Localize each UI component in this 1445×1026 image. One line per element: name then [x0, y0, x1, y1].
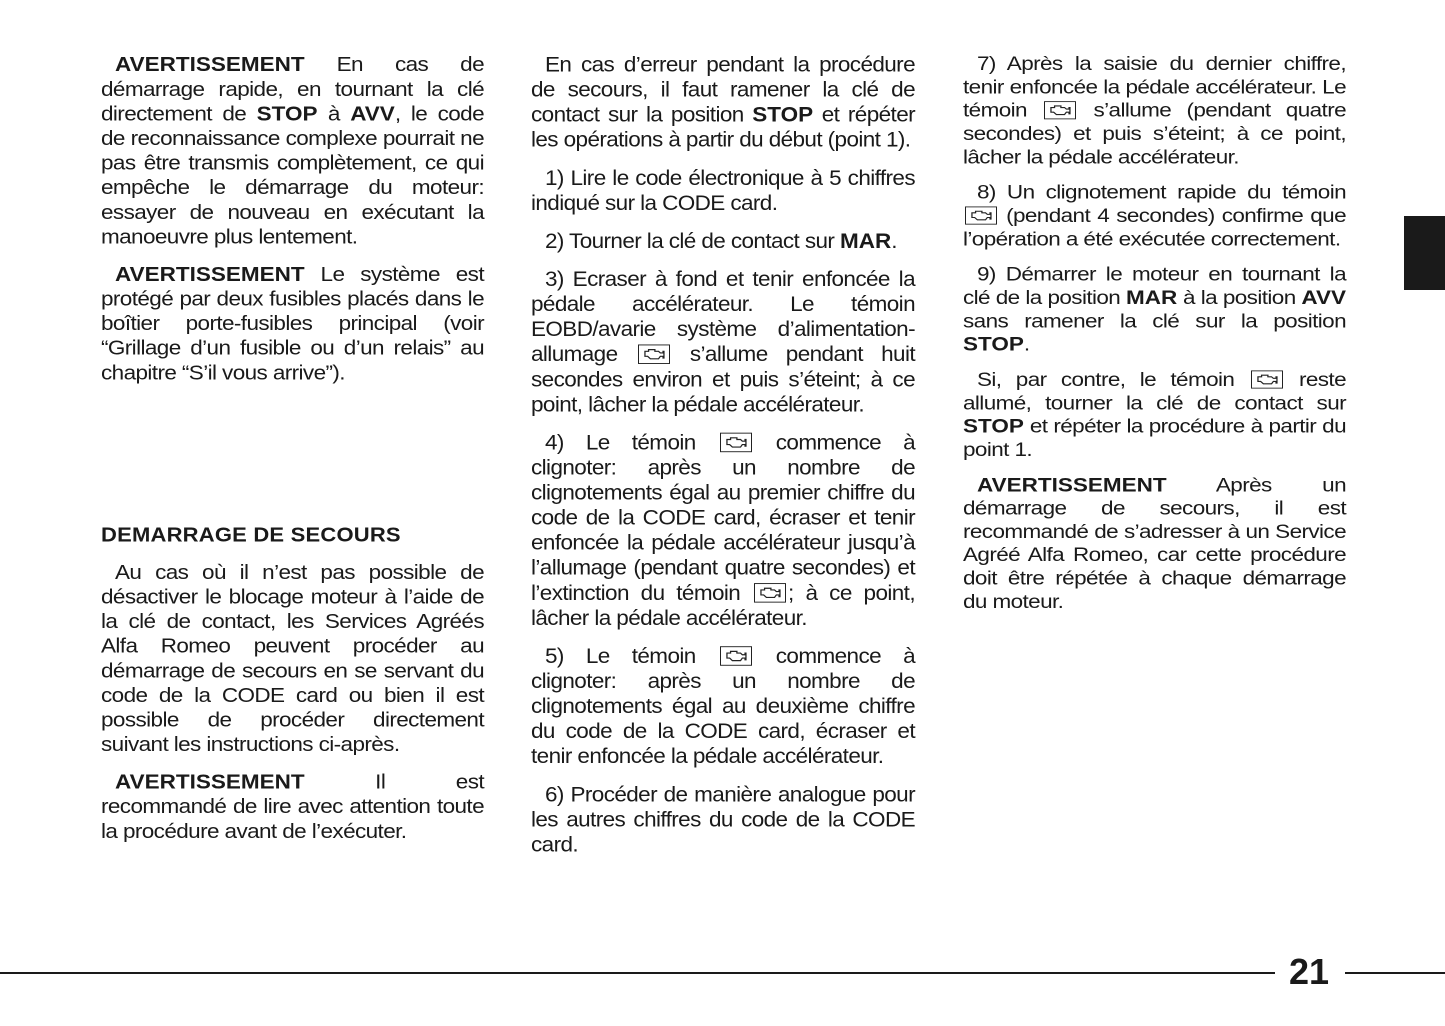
warning-fuses: AVERTISSEMENT Le système est protégé par deux fusibles placés dans le boîtier porte-fusibles principal (voir “Grillage d’un fusible ou d’un relais” au chapitre “S’il vous arrive”).: [101, 262, 484, 384]
engine-check-icon: [720, 646, 752, 665]
step-8: 8) Un clignotement rapide du témoin (pendant 4 secondes) confirme que l’opération a été exécutée correctement.: [963, 181, 1346, 250]
page-number: 21: [1288, 951, 1330, 992]
step-5: 5) Le témoin commence à clignoter: après un nombre de clignotements égal au deuxième chiffre du code de la CODE card, écraser et tenir enfoncée la pédale accélérateur.: [531, 644, 915, 768]
paragraph-intro: Au cas où il n’est pas possible de désactiver le blocage moteur à l’aide de la clé de contact, les Services Agréés Alfa Romeo peuvent procéder au démarrage de secours en se servant du code de la CODE card ou bien il est possible de procéder directement suivant les instructions ci-après.: [101, 560, 484, 756]
step-4: 4) Le témoin commence à clignoter: après un nombre de clignotements égal au premier chiffre du code de la CODE card, écraser et tenir enfoncée la pédale accélérateur jusqu’à l’allumage (pendant quatre secondes) et l’extinction du témoin ; à ce point, lâcher la pédale accélérateur.: [531, 430, 915, 630]
warning-label: AVERTISSEMENT: [115, 262, 305, 286]
engine-check-icon: [1044, 101, 1076, 119]
engine-check-icon: [965, 206, 997, 224]
step-3: 3) Ecraser à fond et tenir enfoncée la pédale accélérateur. Le témoin EOBD/avarie système d’alimentation-allumage s’allume pendant huit secondes environ et puis s’éteint; à ce point, lâcher la pédale accélérateur.: [531, 267, 915, 416]
section-heading: DEMARRAGE DE SECOURS: [101, 523, 401, 547]
engine-check-icon: [754, 583, 786, 602]
engine-check-icon: [638, 344, 670, 363]
warning-label: AVERTISSEMENT: [115, 52, 305, 76]
warning-read-procedure: AVERTISSEMENT Il est recommandé de lire avec attention toute la procédure avant de l’exécuter.: [101, 770, 484, 843]
warning-label: AVERTISSEMENT: [977, 474, 1167, 496]
column-left: [101, 52, 484, 856]
chapter-tab: [1404, 216, 1445, 290]
warning-label: AVERTISSEMENT: [115, 770, 305, 794]
step-1: 1) Lire le code électronique à 5 chiffres indiqué sur la CODE card.: [531, 166, 915, 215]
step-6: 6) Procéder de manière analogue pour les autres chiffres du code de la CODE card.: [531, 782, 915, 857]
warning-service: AVERTISSEMENT Après un démarrage de secours, il est recommandé de s’adresser à un Service Agréé Alfa Romeo, car cette procédure doit être répétée à chaque démarrage du moteur.: [963, 474, 1346, 613]
warning-quick-start: AVERTISSEMENT En cas de démarrage rapide, en tournant la clé directement de STOP à AVV, le code de reconnaissance complexe pourrait ne pas être transmis complètement, ce qui empêche le démarrage du moteur: essayer de nouveau en exécutant la manoeuvre plus lentement.: [101, 52, 484, 248]
footer-rule-right: [1345, 972, 1445, 974]
step-2: 2) Tourner la clé de contact sur MAR.: [545, 229, 897, 253]
paragraph-error: En cas d’erreur pendant la procédure de secours, il faut ramener la clé de contact sur la position STOP et répéter les opérations à partir du début (point 1).: [531, 52, 915, 152]
step-9: 9) Démarrer le moteur en tournant la clé de la position MAR à la position AVV sans ramener la clé sur la position STOP.: [963, 263, 1346, 355]
column-middle: [531, 52, 915, 870]
engine-check-icon: [720, 433, 752, 452]
paragraph-fallback: Si, par contre, le témoin reste allumé, tourner la clé de contact sur STOP et répéter la procédure à partir du point 1.: [963, 368, 1346, 461]
engine-check-icon: [1251, 370, 1283, 388]
step-7: 7) Après la saisie du dernier chiffre, tenir enfoncée la pédale accélérateur. Le témoin s’allume (pendant quatre secondes) et puis s’éteint; à ce point, lâcher la pédale accélérateur.: [963, 52, 1346, 168]
footer-rule-left: [0, 972, 1275, 974]
column-right: [963, 52, 1346, 625]
